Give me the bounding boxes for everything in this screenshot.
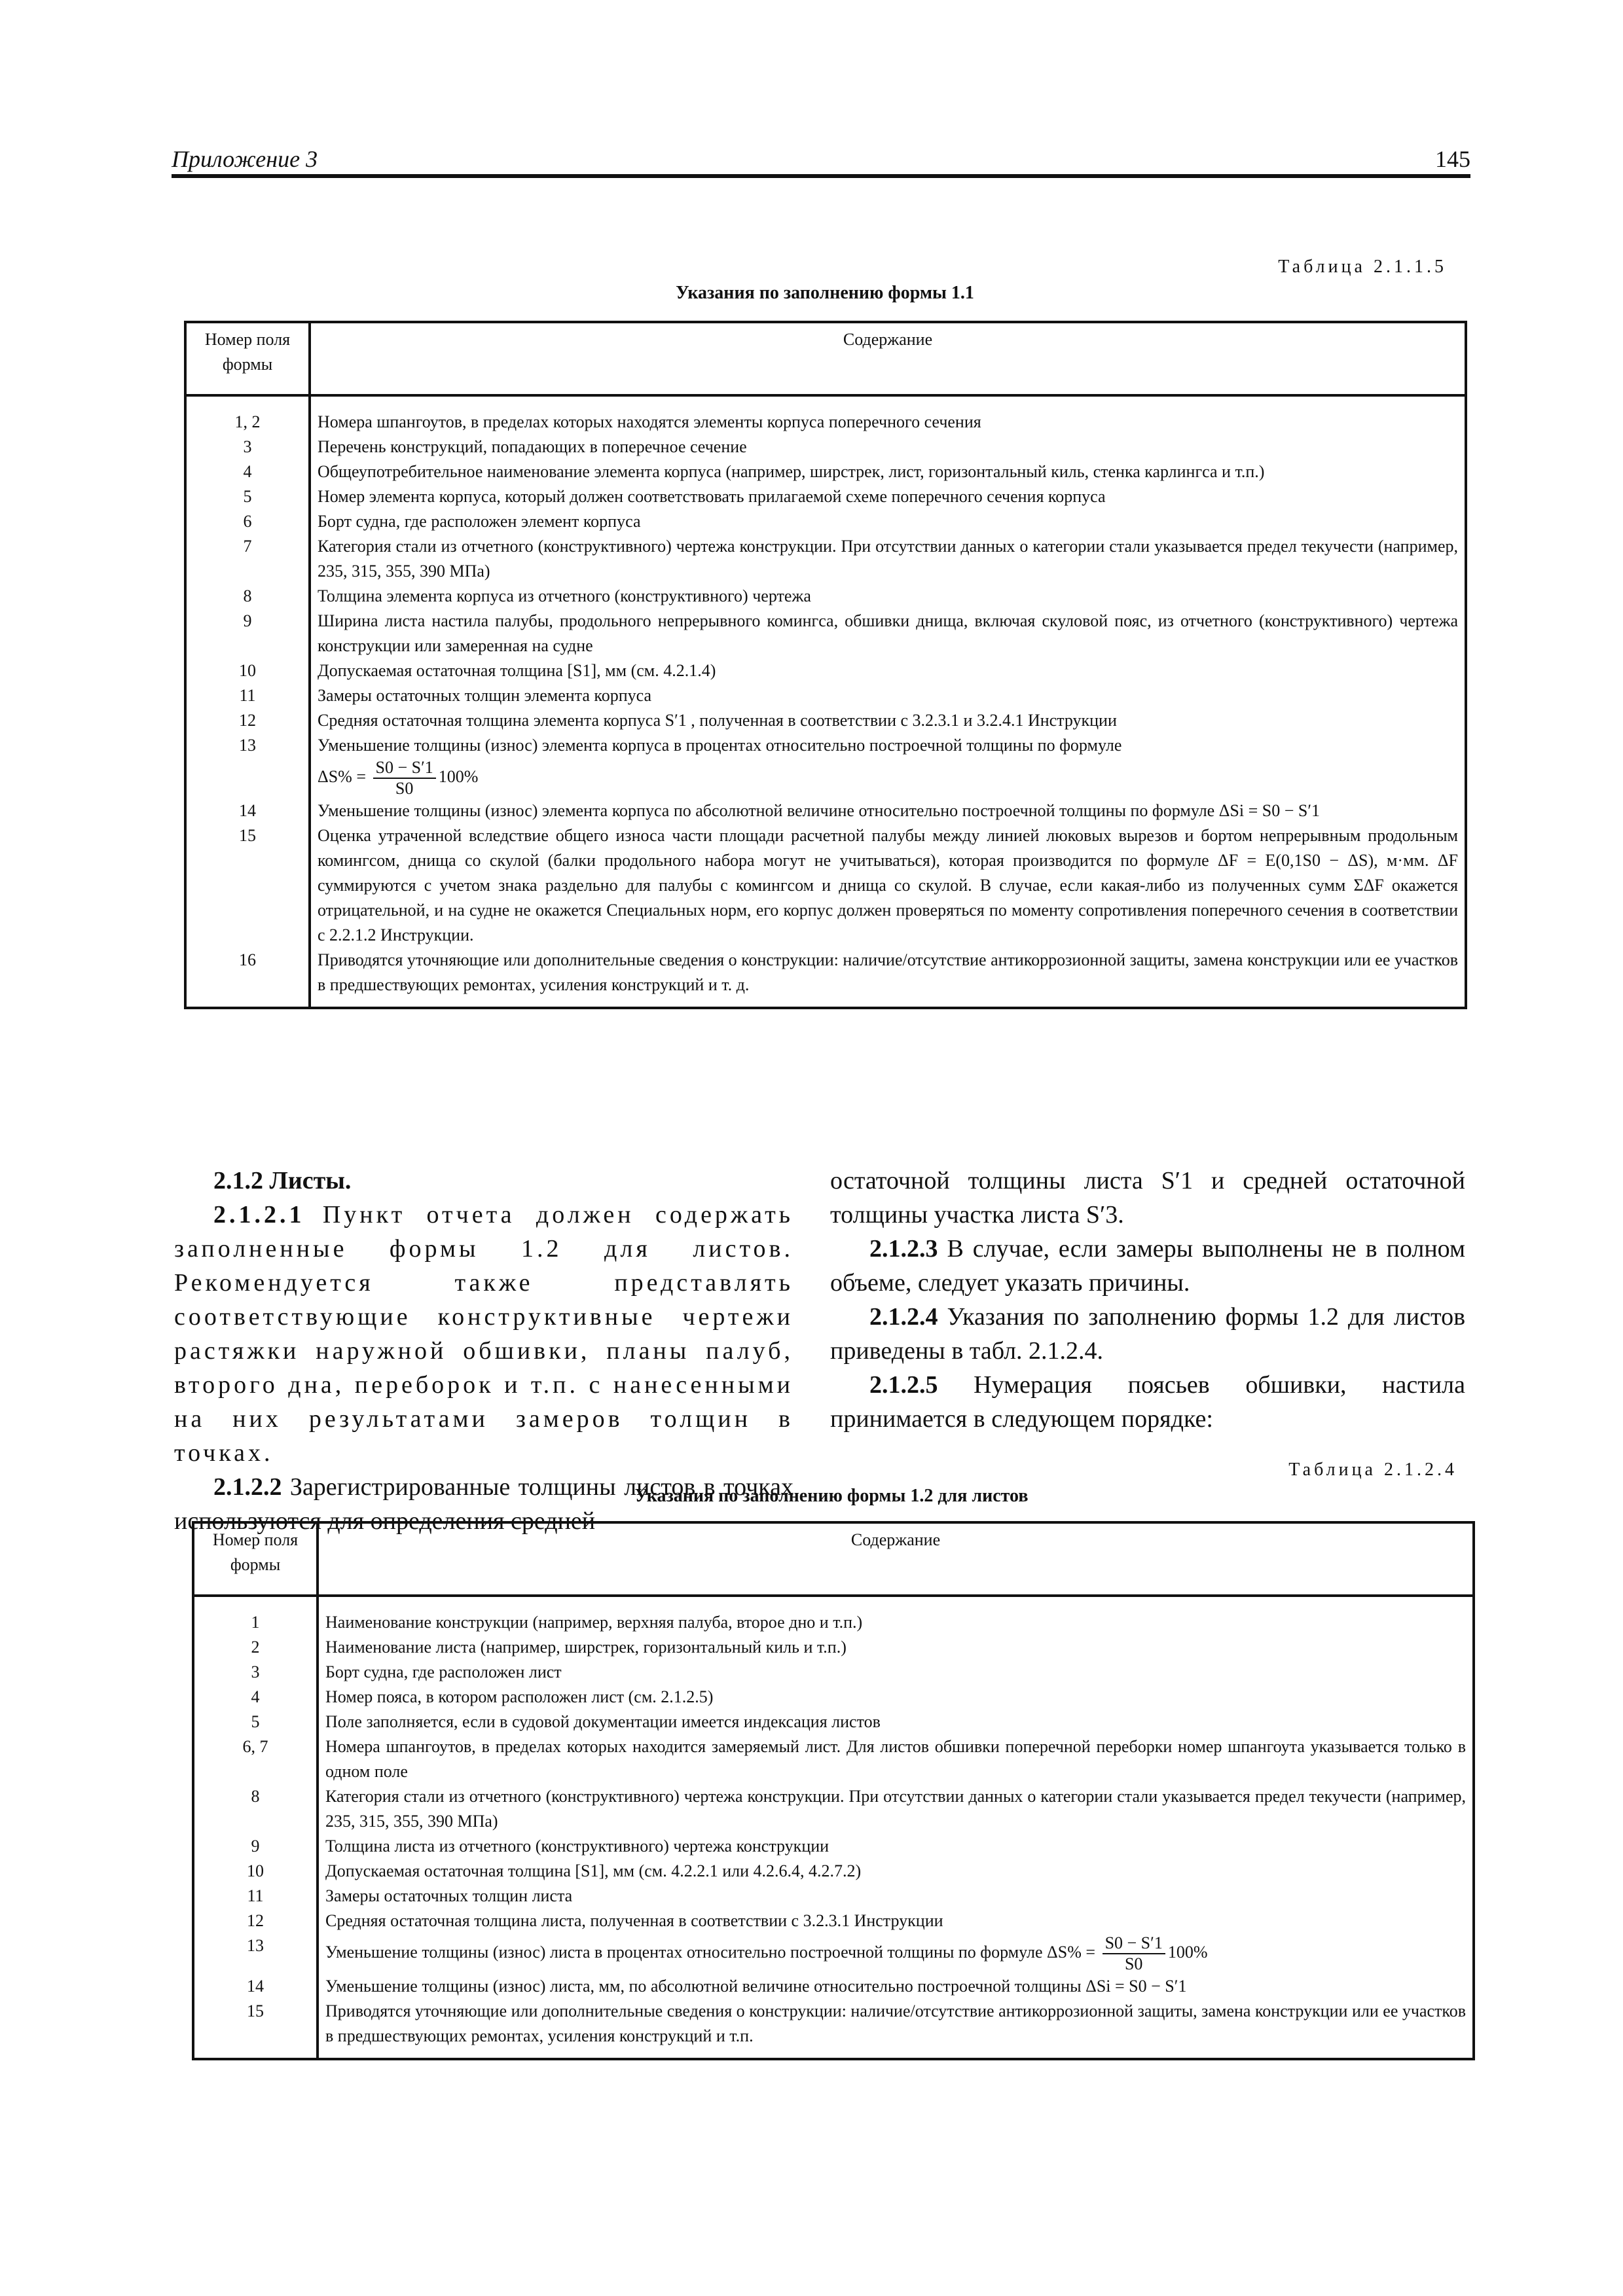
table-row <box>193 1734 1474 1784</box>
field-number: 4 <box>251 1687 260 1706</box>
field-number: 1, 2 <box>234 412 261 431</box>
table-row <box>193 1635 1474 1660</box>
field-content: Поле заполняется, если в судовой документации имеется индексация листов <box>318 1710 1474 1734</box>
field-content: Номера шпангоутов, в пределах которых находится замеряемый лист. Для листов обшивки поперечной переборки номер шпангоута указывается только в одном поле <box>318 1734 1474 1784</box>
field-number: 1 <box>251 1613 260 1632</box>
paragraph-2-1-2-2-continued: остаточной толщины листа S′1 и средней остаточной толщины участка листа S′3. <box>830 1167 1465 1229</box>
column-header-content: Содержание <box>310 322 1466 395</box>
field-number: 10 <box>239 661 256 680</box>
field-content: Средняя остаточная толщина элемента корпуса S′1 , полученная в соответствии с 3.2.3.1 и 3.2.4.1 Инструкции <box>310 708 1466 733</box>
table-row <box>193 1685 1474 1710</box>
column-header-content: Содержание <box>318 1522 1474 1596</box>
clause-text: Зарегистрированные толщины листов в точках используются для определения средней <box>174 1473 794 1535</box>
table-row <box>193 1596 1474 1635</box>
field-content: Толщина элемента корпуса из отчетного (конструктивного) чертежа <box>310 584 1466 609</box>
field-number: 12 <box>247 1911 264 1930</box>
table-row <box>193 1660 1474 1685</box>
table-header-row <box>193 1522 1474 1596</box>
paragraph-2-1-2-5 <box>830 1368 1465 1436</box>
table-row <box>185 435 1466 459</box>
field-number: 2 <box>251 1638 260 1657</box>
table-row <box>193 1884 1474 1909</box>
wear-percent-fraction <box>373 758 436 798</box>
field-number: 14 <box>239 801 256 820</box>
field-content: Приводятся уточняющие или дополнительные сведения о конструкции: наличие/отсутствие антикоррозионной защиты, замена конструкции или ее участков в предшествующих ремонтах, усиления конструкций и т.п. <box>318 1999 1474 2059</box>
field-content: Номер элемента корпуса, который должен соответствовать прилагаемой схеме поперечного сечения корпуса <box>310 484 1466 509</box>
section-heading: 2.1.2 Листы. <box>213 1167 352 1194</box>
text-column-left <box>174 1164 793 1538</box>
running-header <box>172 145 1470 178</box>
field-number: 6, 7 <box>242 1737 268 1756</box>
field-number: 6 <box>243 512 252 531</box>
field-content: Номера шпангоутов, в пределах которых находятся элементы корпуса поперечного сечения <box>310 395 1466 435</box>
formula-intro: Уменьшение толщины (износ) листа в процентах относительно построечной толщины по формуле ΔS% = <box>325 1942 1096 1962</box>
table-row <box>185 948 1466 1008</box>
page-number: 145 <box>1435 146 1470 172</box>
table-row <box>193 1974 1474 1999</box>
column-header-field-number: Номер поля формы <box>193 1522 318 1596</box>
field-number: 11 <box>247 1886 264 1905</box>
field-content: Уменьшение толщины (износ) элемента корпуса по абсолютной величине относительно построечной толщины по формуле ΔSi = S0 − S′1 <box>310 798 1466 823</box>
field-number: 3 <box>243 437 252 456</box>
field-number: 14 <box>247 1977 264 1996</box>
table-row <box>185 798 1466 823</box>
table-row <box>185 459 1466 484</box>
fraction-denominator: S0 <box>1124 1954 1143 1973</box>
field-number: 8 <box>251 1787 260 1806</box>
field-content: Борт судна, где расположен элемент корпуса <box>310 509 1466 534</box>
field-content: Толщина листа из отчетного (конструктивного) чертежа конструкции <box>318 1834 1474 1859</box>
field-content: Допускаемая остаточная толщина [S1], мм (см. 4.2.1.4) <box>310 658 1466 683</box>
field-content: Допускаемая остаточная толщина [S1], мм (см. 4.2.2.1 или 4.2.6.4, 4.2.7.2) <box>318 1859 1474 1884</box>
table-form-1-2 <box>192 1521 1475 2060</box>
formula-intro: Уменьшение толщины (износ) элемента корпуса в процентах относительно построечной толщины по формуле <box>318 736 1122 755</box>
wear-percent-fraction <box>1103 1933 1165 1974</box>
field-number: 12 <box>239 711 256 730</box>
clause-text: Нумерация поясьев обшивки, настила принимается в следующем порядке: <box>830 1371 1466 1433</box>
field-content: Наименование листа (например, ширстрек, горизонтальный киль и т.п.) <box>318 1635 1474 1660</box>
appendix-title: Приложение 3 <box>172 146 318 172</box>
clause-text: Пункт отчета должен содержать заполненные формы 1.2 для листов. Рекомендуется также представлять соответствующие конструктивные чертежи растяжки наружной обшивки, планы палуб, второго дна, переборок и т.п. с нанесенными на них результатами замеров толщин в точках. <box>174 1201 794 1467</box>
table-row <box>193 1999 1474 2059</box>
table-row <box>185 509 1466 534</box>
table-row <box>185 708 1466 733</box>
column-header-field-number: Номер поля формы <box>185 322 310 395</box>
clause-number: 2.1.2.5 <box>869 1371 938 1399</box>
fraction-denominator: S0 <box>395 779 414 798</box>
formula-suffix: 100% <box>1167 1942 1208 1962</box>
clause-number: 2.1.2.4 <box>869 1303 938 1331</box>
table-row <box>185 733 1466 798</box>
field-number: 3 <box>251 1662 260 1681</box>
field-content: Уменьшение толщины (износ) листа, мм, по абсолютной величине относительно построечной толщины ΔSi = S0 − S′1 <box>318 1974 1474 1999</box>
field-content: Категория стали из отчетного (конструктивного) чертежа конструкции. При отсутствии данных о категории стали указывается предел текучести (например, 235, 315, 355, 390 МПа) <box>310 534 1466 584</box>
table-form-1-1 <box>184 321 1467 1009</box>
field-number: 13 <box>239 736 256 755</box>
table1-label: Таблица 2.1.1.5 <box>1278 257 1447 277</box>
field-number: 5 <box>251 1712 260 1731</box>
text-column-right <box>830 1164 1465 1436</box>
table-row <box>185 395 1466 435</box>
field-content: Замеры остаточных толщин элемента корпуса <box>310 683 1466 708</box>
table-row <box>193 1859 1474 1884</box>
table-row <box>185 534 1466 584</box>
field-content: Наименование конструкции (например, верхняя палуба, второе дно и т.п.) <box>318 1596 1474 1635</box>
fraction-numerator: S0 − S′1 <box>373 758 436 779</box>
field-number: 16 <box>239 950 256 969</box>
field-number: 5 <box>243 487 252 506</box>
field-content: Номер пояса, в котором расположен лист (см. 2.1.2.5) <box>318 1685 1474 1710</box>
table-row <box>185 658 1466 683</box>
field-number: 15 <box>239 826 256 845</box>
field-number: 4 <box>243 462 252 481</box>
field-number: 10 <box>247 1861 264 1880</box>
field-content: Категория стали из отчетного (конструктивного) чертежа конструкции. При отсутствии данных о категории стали указывается предел текучести (например, 235, 315, 355, 390 МПа) <box>318 1784 1474 1834</box>
table2-title: Указания по заполнению формы 1.2 для листов <box>634 1486 1029 1506</box>
clause-number: 2.1.2.3 <box>869 1235 938 1263</box>
table-header-row <box>185 322 1466 395</box>
field-number: 7 <box>243 537 252 556</box>
field-content: Общеупотребительное наименование элемента корпуса (например, ширстрек, лист, горизонтальный киль, стенка карлингса и т.п.) <box>310 459 1466 484</box>
field-content: Приводятся уточняющие или дополнительные сведения о конструкции: наличие/отсутствие антикоррозионной защиты, замена конструкции или ее участков в предшествующих ремонтах, усиления конструкций и т. д. <box>310 948 1466 1008</box>
field-content: Оценка утраченной вследствие общего износа части площади расчетной палубы между линией люковых вырезов и бортом непрерывным продольным комингсом, днища со скулой (балки продольного набора могут не учитываться), которая производится по формуле ΔF = E(0,1S0 − ΔS), м·мм. ΔF суммируются с учетом знака раздельно для палубы с комингсом и днища со скулой. В случае, если какая-либо из полученных сумм ΣΔF окажется отрицательной, и на судне не окажется Специальных норм, его корпус должен проверяться по моменту сопротивления поперечного сечения в соответствии с 2.2.1.2 Инструкции. <box>310 823 1466 948</box>
field-number: 9 <box>243 611 252 630</box>
table1-title: Указания по заполнению формы 1.1 <box>676 283 974 303</box>
clause-text: В случае, если замеры выполнены не в полном объеме, следует указать причины. <box>830 1235 1465 1297</box>
table-row <box>185 823 1466 948</box>
clause-text: Указания по заполнению формы 1.2 для листов приведены в табл. 2.1.2.4. <box>830 1303 1466 1365</box>
field-content: Борт судна, где расположен лист <box>318 1660 1474 1685</box>
paragraph-2-1-2-1 <box>174 1198 793 1470</box>
paragraph-2-1-2-4 <box>830 1300 1465 1368</box>
table2-label: Таблица 2.1.2.4 <box>1288 1460 1457 1480</box>
header-rule <box>172 174 1470 178</box>
table-row <box>185 609 1466 658</box>
table-row <box>185 584 1466 609</box>
table-row <box>185 683 1466 708</box>
field-content <box>318 1933 1474 1974</box>
formula-lhs: ΔS% = <box>318 766 367 786</box>
field-content <box>310 733 1466 798</box>
table-row <box>185 484 1466 509</box>
clause-number: 2.1.2.2 <box>213 1473 282 1501</box>
table-row <box>193 1784 1474 1834</box>
field-number: 15 <box>247 2001 264 2020</box>
table-row <box>193 1933 1474 1974</box>
field-content: Средняя остаточная толщина листа, полученная в соответствии с 3.2.3.1 Инструкции <box>318 1909 1474 1933</box>
field-number: 11 <box>239 686 256 705</box>
field-content: Замеры остаточных толщин листа <box>318 1884 1474 1909</box>
field-number: 8 <box>243 586 252 605</box>
paragraph-2-1-2-3 <box>830 1232 1465 1300</box>
field-content: Перечень конструкций, попадающих в поперечное сечение <box>310 435 1466 459</box>
table-row <box>193 1834 1474 1859</box>
field-number: 13 <box>247 1936 264 1955</box>
field-content: Ширина листа настила палубы, продольного непрерывного комингса, обшивки днища, включая скуловой пояс, из отчетного (конструктивного) чертежа конструкции или замеренная на судне <box>310 609 1466 658</box>
clause-number: 2.1.2.1 <box>213 1201 305 1229</box>
table-row <box>193 1710 1474 1734</box>
fraction-numerator: S0 − S′1 <box>1103 1933 1165 1954</box>
formula-suffix: 100% <box>438 766 479 786</box>
field-number: 9 <box>251 1837 260 1856</box>
table-row <box>193 1909 1474 1933</box>
